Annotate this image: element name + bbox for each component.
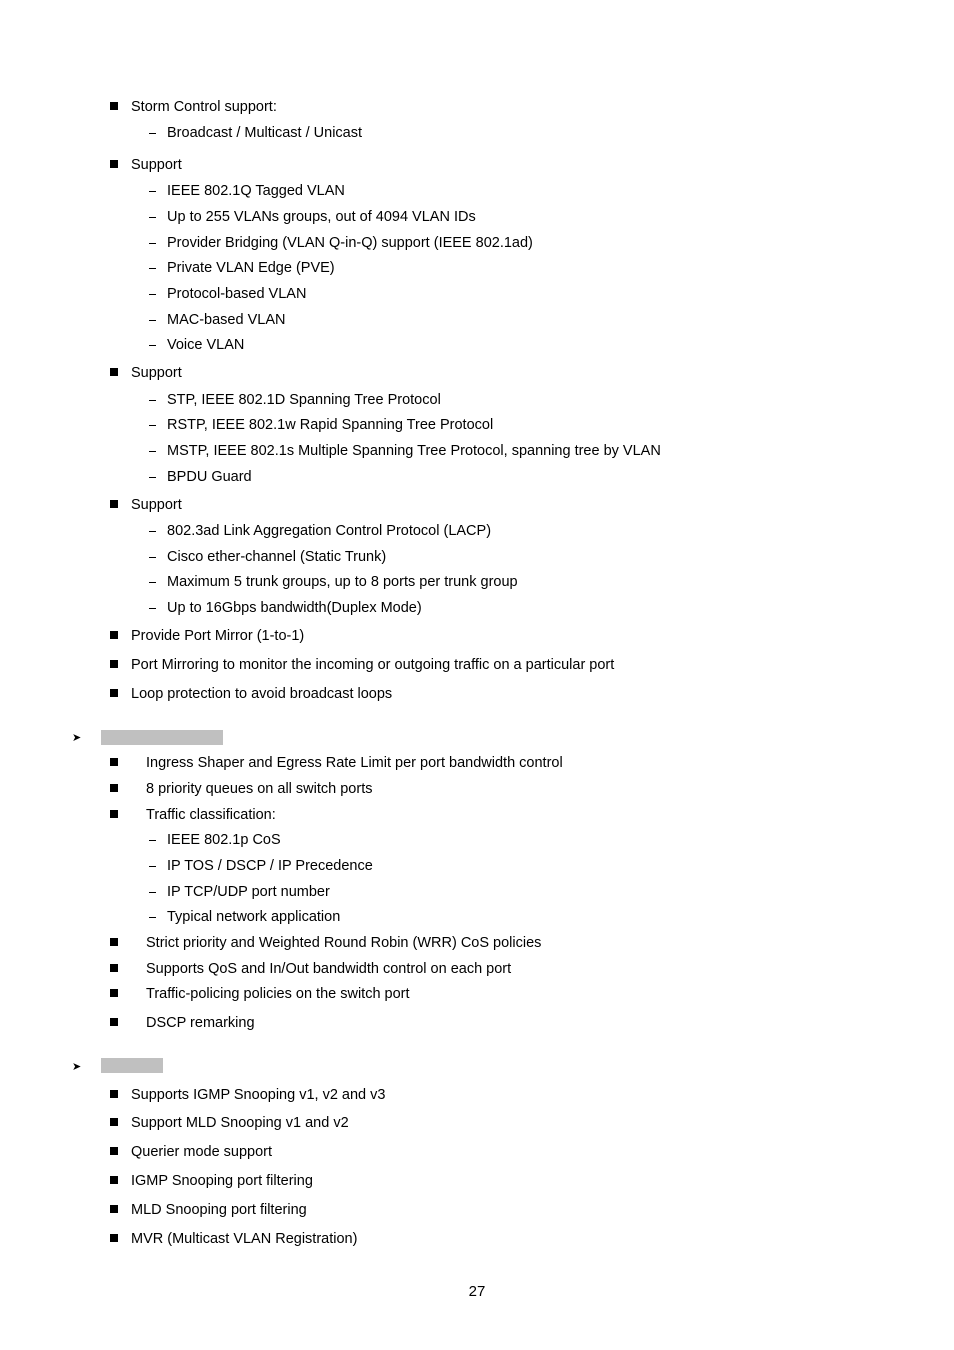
bullet-square-icon <box>110 689 118 697</box>
sub-list-item: Typical network application <box>167 909 341 925</box>
bullet-square-icon <box>110 758 118 766</box>
sub-list-item: Voice VLAN <box>167 337 245 353</box>
bullet-square-icon <box>110 368 118 376</box>
dash-icon <box>149 477 156 478</box>
bullet-square-icon <box>110 784 118 792</box>
bullet-square-icon <box>110 1147 118 1155</box>
page-number: 27 <box>468 1283 486 1300</box>
sub-list-item: IP TOS / DSCP / IP Precedence <box>167 858 373 874</box>
dash-icon <box>149 917 156 918</box>
bullet-square-icon <box>110 1090 118 1098</box>
list-item: Ingress Shaper and Egress Rate Limit per port bandwidth control <box>146 755 563 771</box>
dash-icon <box>149 294 156 295</box>
bullet-square-icon <box>110 964 118 972</box>
sub-list-item: MAC-based VLAN <box>167 312 286 328</box>
list-item: Support <box>131 497 182 513</box>
sub-list-item: MSTP, IEEE 802.1s Multiple Spanning Tree Protocol, spanning tree by VLAN <box>167 443 661 459</box>
dash-icon <box>149 892 156 893</box>
sub-list-item: Cisco ether-channel (Static Trunk) <box>167 549 387 565</box>
sub-list-item: Protocol-based VLAN <box>167 286 307 302</box>
bullet-square-icon <box>110 989 118 997</box>
bullet-square-icon <box>110 631 118 639</box>
dash-icon <box>149 866 156 867</box>
bullet-square-icon <box>110 810 118 818</box>
bullet-square-icon <box>110 1205 118 1213</box>
sub-list-item: IEEE 802.1p CoS <box>167 832 281 848</box>
sub-list-item: Maximum 5 trunk groups, up to 8 ports per trunk group <box>167 574 518 590</box>
dash-icon <box>149 243 156 244</box>
bullet-square-icon <box>110 1118 118 1126</box>
bullet-square-icon <box>110 1176 118 1184</box>
list-item: 8 priority queues on all switch ports <box>146 781 373 797</box>
dash-icon <box>149 425 156 426</box>
dash-icon <box>149 217 156 218</box>
list-item: Supports IGMP Snooping v1, v2 and v3 <box>131 1087 386 1103</box>
list-item: IGMP Snooping port filtering <box>131 1173 313 1189</box>
list-item: Traffic classification: <box>146 807 276 823</box>
arrow-bullet-icon: ➤ <box>72 731 82 744</box>
bullet-square-icon <box>110 1018 118 1026</box>
sub-list-item: Provider Bridging (VLAN Q-in-Q) support (IEEE 802.1ad) <box>167 235 533 251</box>
arrow-bullet-icon: ➤ <box>72 1060 82 1073</box>
list-item: Storm Control support: <box>131 99 277 115</box>
dash-icon <box>149 400 156 401</box>
dash-icon <box>149 582 156 583</box>
sub-list-item: BPDU Guard <box>167 469 252 485</box>
dash-icon <box>149 840 156 841</box>
list-item: Support <box>131 157 182 173</box>
bullet-square-icon <box>110 660 118 668</box>
sub-list-item: STP, IEEE 802.1D Spanning Tree Protocol <box>167 392 441 408</box>
sub-list-item: IP TCP/UDP port number <box>167 884 330 900</box>
sub-list-item: Private VLAN Edge (PVE) <box>167 260 335 276</box>
dash-icon <box>149 320 156 321</box>
redacted-heading <box>101 1058 163 1073</box>
dash-icon <box>149 345 156 346</box>
list-item: Traffic-policing policies on the switch port <box>146 986 410 1002</box>
list-item: Querier mode support <box>131 1144 273 1160</box>
dash-icon <box>149 133 156 134</box>
sub-list-item: Up to 255 VLANs groups, out of 4094 VLAN IDs <box>167 209 476 225</box>
sub-list-item: IEEE 802.1Q Tagged VLAN <box>167 183 345 199</box>
list-item: Port Mirroring to monitor the incoming or outgoing traffic on a particular port <box>131 657 615 673</box>
list-item: Loop protection to avoid broadcast loops <box>131 686 393 702</box>
dash-icon <box>149 608 156 609</box>
list-item: Strict priority and Weighted Round Robin (WRR) CoS policies <box>146 935 542 951</box>
bullet-square-icon <box>110 938 118 946</box>
list-item: MVR (Multicast VLAN Registration) <box>131 1231 358 1247</box>
dash-icon <box>149 531 156 532</box>
bullet-square-icon <box>110 500 118 508</box>
list-item: Support <box>131 365 182 381</box>
list-item: Support MLD Snooping v1 and v2 <box>131 1115 349 1131</box>
bullet-square-icon <box>110 160 118 168</box>
bullet-square-icon <box>110 1234 118 1242</box>
sub-list-item: RSTP, IEEE 802.1w Rapid Spanning Tree Protocol <box>167 417 494 433</box>
bullet-square-icon <box>110 102 118 110</box>
dash-icon <box>149 191 156 192</box>
sub-list-item: Broadcast / Multicast / Unicast <box>167 125 363 141</box>
dash-icon <box>149 451 156 452</box>
sub-list-item: Up to 16Gbps bandwidth(Duplex Mode) <box>167 600 422 616</box>
redacted-heading <box>101 730 223 745</box>
dash-icon <box>149 557 156 558</box>
list-item: Supports QoS and In/Out bandwidth control on each port <box>146 961 512 977</box>
sub-list-item: 802.3ad Link Aggregation Control Protocol (LACP) <box>167 523 492 539</box>
dash-icon <box>149 268 156 269</box>
list-item: Provide Port Mirror (1-to-1) <box>131 628 305 644</box>
list-item: MLD Snooping port filtering <box>131 1202 307 1218</box>
list-item: DSCP remarking <box>146 1015 255 1031</box>
